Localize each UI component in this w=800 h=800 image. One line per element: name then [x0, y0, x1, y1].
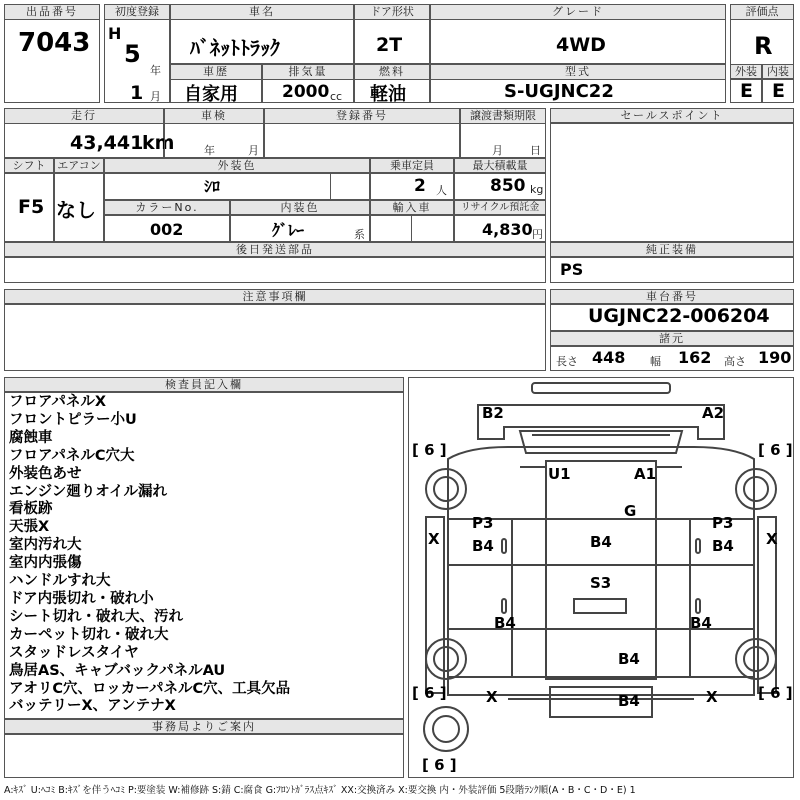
inspector-note-line: スタッドレスタイヤ	[9, 644, 139, 661]
width-label: 幅	[650, 355, 661, 368]
mark-a2: A2	[702, 404, 725, 422]
reg-no-label: 登録番号	[264, 108, 460, 124]
inspector-note-line: 看板跡	[9, 501, 53, 518]
tire-rear-right: [ 6 ]	[758, 684, 793, 702]
inspector-note-line: 天張X	[9, 519, 50, 536]
inspector-note-line: バッテリーX、アンテナX	[9, 698, 176, 715]
color-no-label: カラーNo.	[104, 200, 230, 216]
inspector-note-line: アオリC穴、ロッカーパネルC穴、工具欠品	[9, 680, 291, 697]
int-color-label: 内装色	[230, 200, 370, 216]
import-cell-div	[370, 214, 412, 242]
year-unit: 年	[150, 64, 161, 77]
tire-spare: [ 6 ]	[422, 756, 457, 774]
displacement-label: 排気量	[262, 64, 354, 80]
car-name: ﾊﾞﾈｯﾄﾄﾗｯｸ	[190, 36, 280, 60]
reg-year: 5	[124, 40, 141, 68]
fuel-label: 燃料	[354, 64, 430, 80]
mileage: 43,441	[70, 132, 144, 154]
fuel: 軽油	[370, 84, 406, 105]
era: H	[108, 24, 122, 43]
color-no: 002	[150, 220, 184, 239]
header-block	[4, 4, 794, 103]
legend: A:ｷｽﾞ U:ﾍｺﾐ B:ｷｽﾞを伴うﾍｺﾐ P:要塗装 W:補修跡 S:錆 C:腐食 G:ﾌﾛﾝﾄｶﾞﾗｽ点ｷｽﾞ XX:交換済み X:要交換 内・外装評価 5段階ﾗﾝｸ順(A・B・C・D・E) 1	[4, 785, 636, 796]
int-label: 内装	[762, 64, 794, 80]
chassis-label: 車台番号	[550, 289, 794, 305]
capacity-label: 乗車定員	[370, 158, 454, 174]
month-unit: 月	[150, 90, 161, 103]
office-cell	[4, 733, 404, 778]
mark-b4-center: B4	[590, 533, 612, 551]
mark-s3: S3	[590, 574, 612, 592]
capacity: 2	[414, 176, 426, 196]
inspector-note-line: フロアパネルC穴大	[9, 447, 135, 464]
ac-label: エアコン	[54, 158, 104, 174]
length-label: 長さ	[556, 355, 578, 368]
inspector-note-line: 室内汚れ大	[9, 537, 82, 554]
capacity-unit: 人	[436, 184, 447, 197]
transfer-day-unit: 日	[530, 144, 541, 157]
tire-rear-left: [ 6 ]	[412, 684, 447, 702]
history-label: 車歴	[170, 64, 262, 80]
sales-point-cell	[550, 122, 794, 242]
grade: 4WD	[556, 34, 606, 56]
color: ｼﾛ	[204, 177, 221, 196]
mark-x-bottom-left: X	[486, 688, 498, 706]
mark-b4-lower-left: B4	[494, 614, 516, 632]
caution-label: 注意事項欄	[4, 289, 546, 305]
door-type: 2T	[376, 34, 403, 56]
recycle-unit: 円	[532, 228, 543, 241]
door-label: ドア形状	[354, 4, 430, 20]
lot-label: 出品番号	[4, 4, 100, 20]
mark-g: G	[624, 502, 637, 520]
mark-x-bottom-right: X	[706, 688, 718, 706]
displacement-unit: cc	[330, 90, 343, 103]
int-grade: E	[772, 80, 785, 102]
model: S-UGJNC22	[504, 81, 614, 102]
transfer-label: 譲渡書類期限	[460, 108, 546, 124]
tire-front-left: [ 6 ]	[412, 441, 447, 459]
history: 自家用	[184, 84, 238, 105]
inspection-label: 車検	[164, 108, 264, 124]
ac: なし	[56, 198, 96, 222]
color-label: 外装色	[104, 158, 370, 174]
inspector-notes	[9, 394, 404, 716]
model-label: 型式	[430, 64, 726, 80]
detail-block	[4, 108, 546, 283]
grade-label: グレード	[430, 4, 726, 20]
mileage-label: 走行	[4, 108, 164, 124]
inspector-note-line: フロントピラー小U	[9, 411, 137, 428]
mark-p3-left: P3	[472, 514, 494, 532]
inspector-note-line: エンジン廻りオイル漏れ	[9, 483, 168, 500]
mark-b4-lower-center: B4	[618, 650, 640, 668]
length: 448	[592, 348, 626, 367]
score-label: 評価点	[730, 4, 794, 20]
later-parts-cell	[4, 256, 546, 283]
equipment-cell	[550, 256, 794, 283]
office-label: 事務局よりご案内	[4, 719, 404, 735]
ext-grade: E	[740, 80, 753, 102]
caution-cell	[4, 303, 546, 371]
chassis-number: UGJNC22-006204	[588, 305, 770, 327]
recycle-label: リサイクル預託金	[454, 200, 546, 216]
inspector-label: 検査員記入欄	[4, 377, 404, 393]
inspector-note-line: シート切れ・破れ大、汚れ	[9, 608, 183, 625]
mark-b4-right: B4	[712, 537, 734, 555]
later-parts-label: 後日発送部品	[4, 242, 546, 258]
inspector-note-line: ハンドルすれ大	[9, 573, 111, 590]
ext-label: 外装	[730, 64, 762, 80]
mark-x-right: X	[766, 530, 778, 548]
int-color-suffix: 系	[354, 228, 365, 241]
height: 190	[758, 348, 792, 367]
import-label: 輸入車	[370, 200, 454, 216]
car-name-label: 車名	[170, 4, 354, 20]
inspection-month-unit: 月	[248, 144, 259, 157]
shift-label: シフト	[4, 158, 54, 174]
height-label: 高さ	[724, 355, 746, 368]
transfer-month-unit: 月	[492, 144, 503, 157]
mileage-unit: km	[142, 132, 175, 154]
score: R	[754, 32, 773, 60]
equipment: PS	[560, 260, 584, 279]
mark-p3-right: P3	[712, 514, 734, 532]
inspector-note-line: フロアパネルX	[9, 394, 107, 410]
mark-b2: B2	[482, 404, 504, 422]
reg-month: 1	[130, 82, 144, 104]
color-cell-div	[330, 172, 370, 200]
inspector-note-line: 外装色あせ	[9, 465, 82, 482]
mark-x-left: X	[428, 530, 440, 548]
displacement: 2000	[282, 82, 330, 102]
recycle: 4,830	[482, 220, 533, 239]
mark-b4-left: B4	[472, 537, 494, 555]
mark-b4-lower-right: B4	[690, 614, 712, 632]
inspector-note-line: 鳥居AS、キャブバックパネルAU	[9, 662, 226, 679]
first-reg-label: 初度登録	[104, 4, 170, 20]
inspector-note-line: 腐蝕車	[9, 429, 53, 446]
equipment-label: 純正装備	[550, 242, 794, 258]
mark-b4-bottom: B4	[618, 692, 640, 710]
inspection-year-unit: 年	[204, 144, 215, 157]
load-unit: kg	[530, 183, 544, 196]
int-color: ｸﾞﾚｰ	[272, 221, 305, 240]
sales-point-label: セールスポイント	[550, 108, 794, 124]
width: 162	[678, 348, 712, 367]
inspector-note-line: 室内内張傷	[9, 555, 82, 572]
mark-u1: U1	[548, 465, 571, 483]
load-label: 最大積載量	[454, 158, 546, 174]
lot-number: 7043	[18, 28, 91, 58]
mark-a1: A1	[634, 465, 657, 483]
inspector-note-line: ドア内張切れ・破れ小	[9, 590, 154, 607]
inspector-note-line: カーペット切れ・破れ大	[9, 626, 169, 643]
load: 850	[490, 176, 526, 196]
tire-front-right: [ 6 ]	[758, 441, 793, 459]
spec-label: 諸元	[550, 331, 794, 347]
shift: F5	[18, 196, 45, 218]
